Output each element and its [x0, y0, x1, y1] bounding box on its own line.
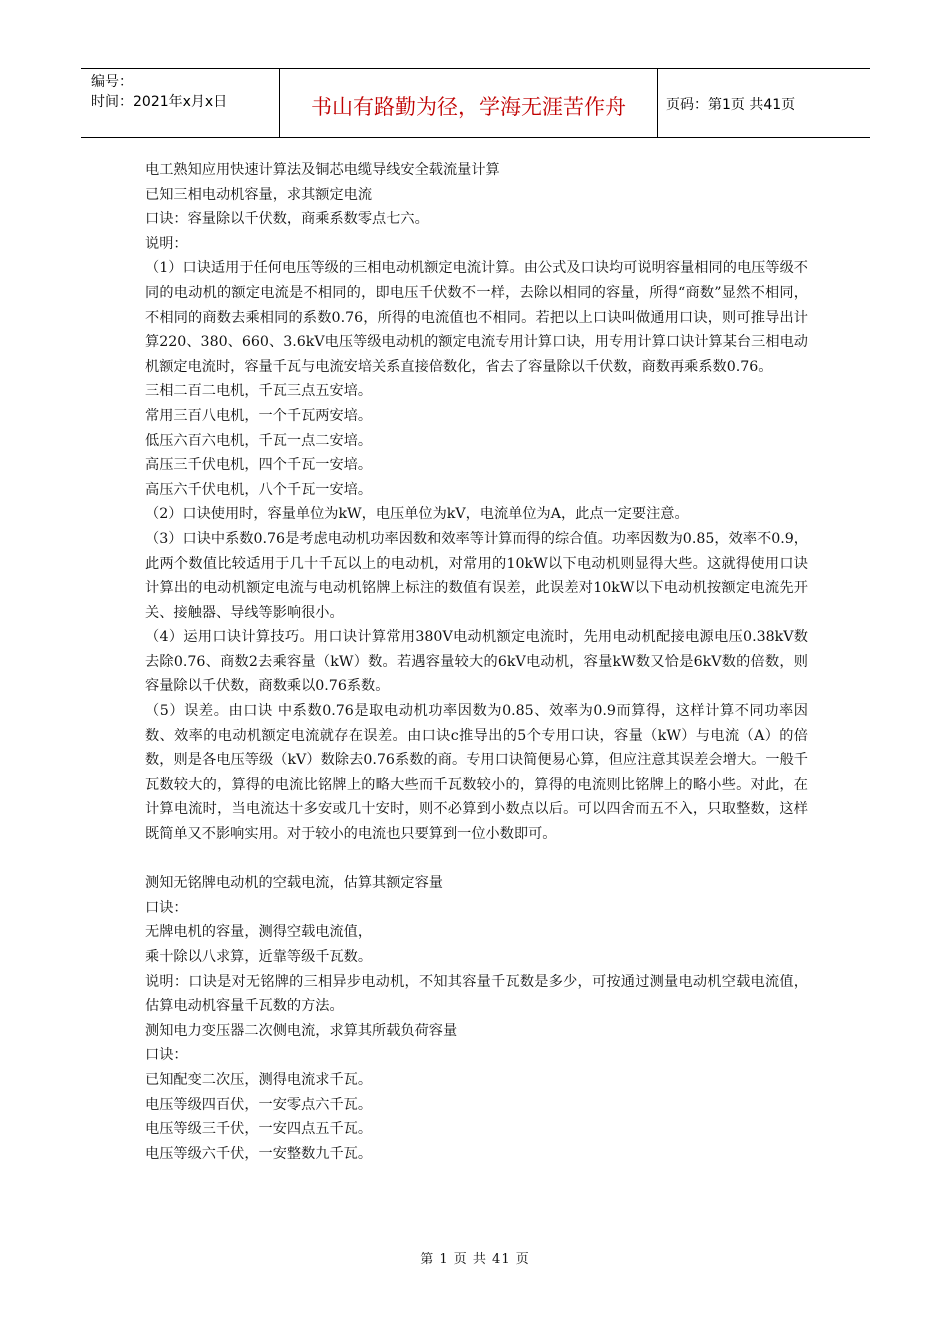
body-line: 高压三千伏电机，四个千瓦一安培。 [145, 457, 373, 474]
body-line: 已知配变二次压，测得电流求千瓦。 [145, 1071, 373, 1088]
body-line: 口诀：容量除以千伏数，商乘系数零点七六。 [145, 211, 429, 228]
body-line: 无牌电机的容量，测得空载电流值， [145, 924, 373, 941]
body-line: 高压六千伏电机，八个千瓦一安培。 [145, 481, 373, 498]
document-date-label: 时间：2021年x月x日 [91, 94, 228, 110]
body-paragraph: （1）口诀适用于任何电压等级的三相电动机额定电流计算。由公式及口诀均可说明容量相同的电压等级不同的电动机的额定电流是不相同的，即电压千伏数不一样，去除以相同的容量，所得“商数”显然不相同，不相同的商数去乘相同的系数0.76，所得的电流值也不相同。若把以上口诀叫做通用口诀，则可推导出计算220、380、660、3.6kV电压等级电动机的额定电流专用计算口诀，用专用计算口诀计算某台三相电动机额定电流时，容量千瓦与电流安培关系直接倍数化，省去了容量除以千伏数，商数再乘系数0.76。 [145, 260, 808, 375]
body-line: 电压等级三千伏，一安四点五千瓦。 [145, 1121, 373, 1138]
document-body [145, 158, 808, 1166]
page-header [81, 68, 870, 138]
body-line: 口诀： [145, 899, 188, 916]
body-line: 乘十除以八求算，近靠等级千瓦数。 [145, 949, 373, 965]
body-paragraph: （5）误差。由口诀 中系数0.76是取电动机功率因数为0.85、效率为0.9而算得，这样计算不同功率因数、效率的电动机额定电流就存在误差。由口诀c推导出的5个专用口诀，容量（kW）与电流（A）的倍数，则是各电压等级（kV）数除去0.76系数的商。专用口诀简便易心算，但应注意其误差会增大。一般千瓦数较大的，算得的电流比铭牌上的略大些而千瓦数较小的，算得的电流则比铭牌上的略小些。对此，在计算电流时，当电流达十多安或几十安时，则不必算到小数点以后。可以四舍而五不入，只取整数，这样既简单又不影响实用。对于较小的电流也只要算到一位小数即可。 [145, 703, 808, 843]
document-code-label: 编号： [91, 74, 133, 90]
body-line: 已知三相电动机容量，求其额定电流 [145, 186, 373, 203]
page-footer: 第 1 页 共 41 页 [420, 1252, 530, 1267]
body-line: 电工熟知应用快速计算法及铜芯电缆导线安全载流量计算 [145, 162, 500, 178]
body-line: 说明： [145, 235, 188, 252]
body-line: 电压等级四百伏，一安零点六千瓦。 [145, 1096, 373, 1113]
body-line: 低压六百六电机，千瓦一点二安培。 [145, 432, 373, 449]
header-page-cell [658, 69, 870, 137]
body-line: 口诀： [145, 1047, 188, 1064]
body-paragraph: 说明：口诀是对无铭牌的三相异步电动机，不知其容量千瓦数是多少，可按通过测量电动机空载电流值，估算电动机容量千瓦数的方法。 [145, 973, 808, 1015]
body-paragraph: （3）口诀中系数0.76是考虑电动机功率因数和效率等计算而得的综合值。功率因数为0.85，效率不0.9，此两个数值比较适用于几十千瓦以上的电动机，对常用的10kW以下电动机则显得大些。这就得使用口诀计算出的电动机额定电流与电动机铭牌上标注的数值有误差，此误差对10kW以下电动机按额定电流先开关、接触器、导线等影响很小。 [145, 530, 808, 621]
header-motto-cell [280, 69, 658, 137]
body-paragraph: （2）口诀使用时，容量单位为kW，电压单位为kV，电流单位为A，此点一定要注意。 [145, 506, 689, 523]
body-line: 电压等级六千伏，一安整数九千瓦。 [145, 1145, 373, 1162]
body-line: 常用三百八电机，一个千瓦两安培。 [145, 407, 373, 424]
paragraph-gap [145, 847, 808, 872]
header-info-cell [81, 69, 280, 137]
body-line: 测知无铭牌电动机的空载电流，估算其额定容量 [145, 875, 443, 892]
header-motto: 书山有路勤为径，学海无涯苦作舟 [311, 95, 626, 119]
body-paragraph: （4）运用口诀计算技巧。用口诀计算常用380V电动机额定电流时，先用电动机配接电源电压0.38kV数去除0.76、商数2去乘容量（kW）数。若遇容量较大的6kV电动机，容量kW数又恰是6kV数的倍数，则容量除以千伏数，商数乘以0.76系数。 [145, 629, 808, 695]
body-line: 三相二百二电机，千瓦三点五安培。 [145, 383, 373, 400]
body-line: 测知电力变压器二次侧电流，求算其所载负荷容量 [145, 1022, 458, 1039]
header-page-label: 页码：第1页 共41页 [666, 97, 796, 113]
